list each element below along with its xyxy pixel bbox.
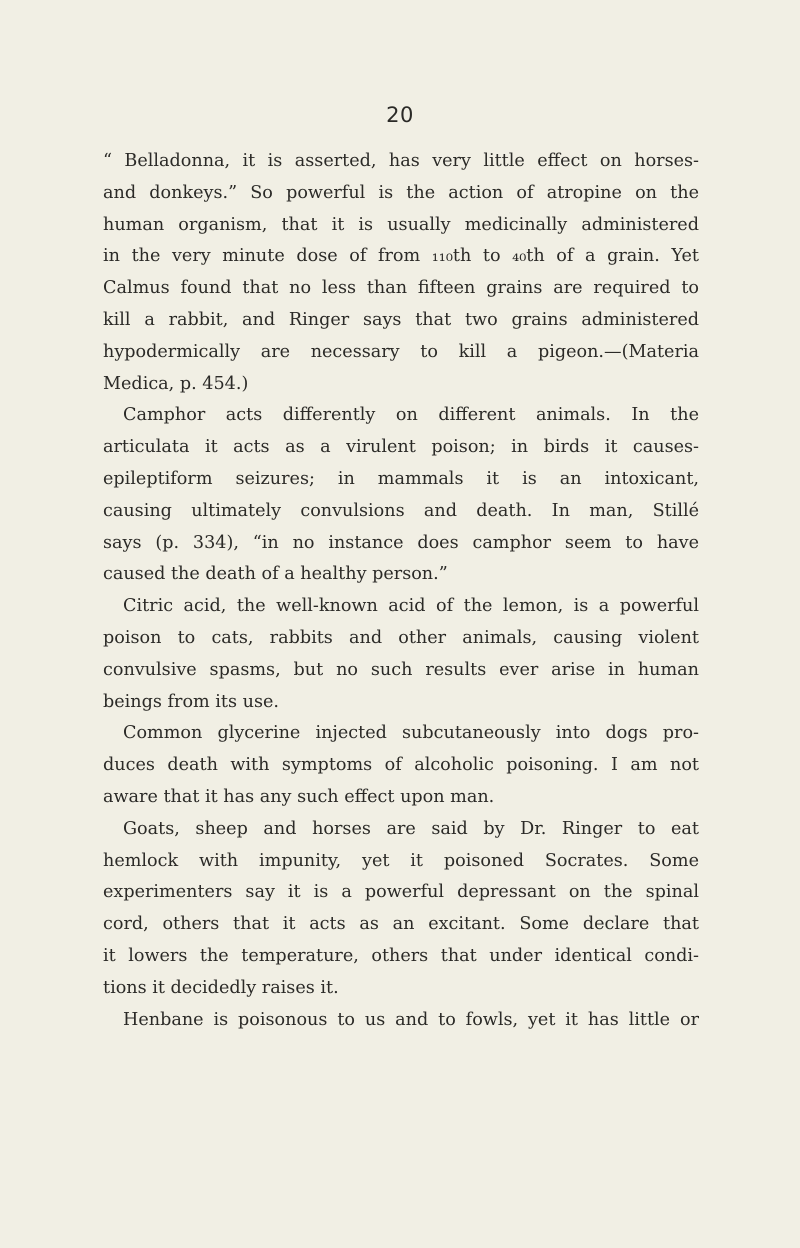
paragraph-start-line: Henbane is poisonous to us and to fowls, yet it has little or <box>123 1009 699 1030</box>
page-number: 20 <box>386 103 414 127</box>
text-line: cord, others that it acts as an excitant. Some declare that <box>103 914 699 935</box>
text-line: kill a rabbit, and Ringer says that two grains administered <box>103 309 699 330</box>
text-line: beings from its use. <box>103 691 279 712</box>
text-line: human organism, that it is usually medicinally administered <box>103 214 699 235</box>
text-line: aware that it has any such effect upon man. <box>103 786 495 807</box>
text-line: duces death with symptoms of alcoholic poisoning. I am not <box>103 755 699 776</box>
text-line: Calmus found that no less than fifteen grains are required to <box>103 278 699 299</box>
body-text <box>103 146 699 1036</box>
text-line: poison to cats, rabbits and other animals, causing violent <box>103 627 699 648</box>
text-line: Medica, p. 454.) <box>103 373 249 394</box>
paragraph-start-line: Citric acid, the well-known acid of the lemon, is a powerful <box>123 596 699 617</box>
text-line: convulsive spasms, but no such results ever arise in human <box>103 659 699 680</box>
text-line: caused the death of a healthy person.” <box>103 564 448 585</box>
text-line: hemlock with impunity, yet it poisoned Socrates. Some <box>103 850 699 871</box>
paragraph-start-line: Common glycerine injected subcutaneously into dogs pro- <box>123 723 699 744</box>
text-line: “ Belladonna, it is asserted, has very little effect on horses- <box>103 151 699 171</box>
text-line: and donkeys.” So powerful is the action of atropine on the <box>103 182 699 203</box>
text-line: in the very minute dose of from ₁₁₀th to ₄₀th of a grain. Yet <box>103 246 699 267</box>
text-line: causing ultimately convulsions and death. In man, Stillé <box>103 500 699 521</box>
paragraph-start-line: Goats, sheep and horses are said by Dr. Ringer to eat <box>123 818 699 839</box>
text-line: it lowers the temperature, others that under identical condi- <box>103 945 699 966</box>
text-line: hypodermically are necessary to kill a pigeon.—(Materia <box>103 341 699 362</box>
paragraph-start-line: Camphor acts differently on different animals. In the <box>123 405 699 426</box>
text-line: articulata it acts as a virulent poison; in birds it causes- <box>103 437 699 458</box>
text-line: says (p. 334), “in no instance does camphor seem to have <box>103 532 699 553</box>
text-line: epileptiform seizures; in mammals it is an intoxicant, <box>103 468 699 489</box>
text-line: experimenters say it is a powerful depressant on the spinal <box>103 882 699 903</box>
text-line: tions it decidedly raises it. <box>103 977 339 998</box>
